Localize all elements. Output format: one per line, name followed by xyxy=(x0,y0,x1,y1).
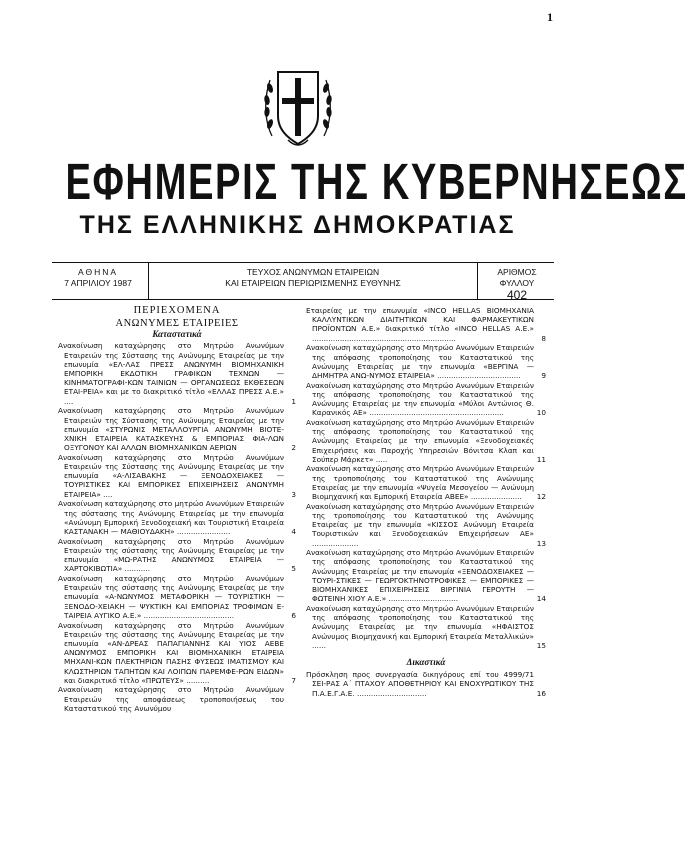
contents-heading: ΠΕΡΙΕΧΟΜΕΝΑ xyxy=(133,305,221,316)
entry-page-number: 5 xyxy=(291,564,296,574)
entry-text: Ανακοίνωση καταχώρησης στο Μητρώο Ανωνύμων Εταιρειών της αποφάσεως τροποποιήσεως του Καταστατικού της Ανωνύμου xyxy=(58,685,284,713)
entry-page-number: 16 xyxy=(536,688,546,698)
entry-text: Ανακοίνωση καταχώρησης στο Μητρώο Ανωνύμων Εταιρειών της απόφασης τροποποίησης του Καταστατικού της Ανώνυμης Εταιρείας με την επωνυμία «ΗΦΑΙΣΤΟΣ Ανώνυμος Βιομηχανική και Εμπορική Εταιρεία Μεταλλικών» ...... xyxy=(306,604,534,650)
entry-page-number: 9 xyxy=(541,370,546,380)
entry-page-number: 13 xyxy=(536,538,546,548)
contents-entry xyxy=(306,464,546,501)
entry-page-number: 2 xyxy=(291,443,296,453)
contents-entry xyxy=(58,621,296,685)
entry-text: Πρόσκληση προς συνεργασία δικηγόρους επί του 4999/71 ΣΕΙ-ΡΑΣ Α΄ ΠΤΑΧΟΥ ΑΠΟΘΕΤΗΡΙΟΥ ΚΑΙ ΕΝΟΧΥΡΩΤΙΚΟΥ ΤΗΣ Π.Α.Ε.Γ.Α.Ε. .............................. xyxy=(306,670,534,698)
contents-right-column xyxy=(306,306,546,698)
masthead xyxy=(0,153,688,239)
sheet-label: ΑΡΙΘΜΟΣ ΦΥΛΛΟΥ xyxy=(497,267,537,288)
entry-text: Ανακοίνωση καταχώρησης στο Μητρώο Ανωνύμων Εταιρειών της Σύστασης της Ανώνυμης Εταιρείας με την επωνυμία «ΣΤΥΡΩΝΙΣ ΜΕΤΑΛΛΟΥΡΓΙΑ ΑΝΩΝΥΜΗ ΒΙΟΤΕ-ΧΝΙΚΗ ΕΤΑΙΡΕΙΑ ΚΑΤΑΣΚΕΥΗΣ & ΕΜΠΟΡΙΑΣ ΦΙΑ-ΛΩΝ ΟΞΥΓΟΝΟΥ ΚΑΙ ΑΛΛΩΝ ΒΙΟΜΗΧΑΝΙΚΩΝ ΑΕΡΙΩΝ xyxy=(58,406,284,453)
entry-text: Ανακοίνωση καταχώρησης στο Μητρώο Ανωνύμων Εταιρειών της απόφασης τροποποίησης του Καταστατικού της Ανώνυμης Εταιρείας με την επωνυμία «Μύλοι Αντώνιος Θ. Καρανικός ΑΕ» .......................................................... xyxy=(306,380,534,418)
series-line-1: ΤΕΥΧΟΣ ΑΝΩΝΥΜΩΝ ΕΤΑΙΡΕΙΩΝ xyxy=(246,267,380,277)
contents-left-column xyxy=(58,306,296,714)
greek-coat-of-arms-emblem xyxy=(262,58,334,152)
issue-header xyxy=(52,262,554,300)
entry-page-number: 6 xyxy=(291,610,296,620)
entry-page-number: 14 xyxy=(536,594,546,604)
contents-entry xyxy=(306,381,546,418)
contents-entry xyxy=(58,341,296,405)
entry-text: Ανακοίνωση καταχώρησης στο Μητρώο Ανωνύμων Εταιρειών της απόφασης τροποποίησης του Καταστατικού της Ανώνυμης Εταιρείας με την επωνυμία «ΒΕΡΓΙΝΑ — ΔΗΜΗΤΡΑ ΑΝΩ-ΝΥΜΟΣ ΕΤΑΙΡΕΙΑ» .................................... xyxy=(306,343,534,380)
entry-text: Ανακοίνωση καταχώρησης στο Μητρώο Ανωνύμων Εταιρειών της απόφασης τροποποίησης του Καταστατικού της Ανώνυμης Εταιρείας με την επωνυμία «Ξενοδοχειακές Επιχειρήσεις και Παροχής Υπηρεσιών Βόνιτσα Κλαπ και Σούπερ Μάρκετ» ..... xyxy=(306,417,534,464)
section-subtitle-legal: Δικαστικά xyxy=(406,657,446,668)
contents-entry xyxy=(58,537,296,574)
entry-text: Ανακοίνωση καταχώρησης στο Μητρώο Ανωνύμων Εταιρειών της Σύστασης της Ανώνυμης Εταιρείας με την επωνυμία «Α-ΛΙΣΑΒΑΚΗΣ — ΞΕΝΟΔΟΧΕΙΑΚΕΣ — ΤΟΥΡΙΣΤΙΚΕΣ ΚΑΙ ΕΜΠΟΡΙΚΕΣ ΕΠΙΧΕΙΡΗΣΕΙΣ ΑΝΩΝΥΜΗ ΕΤΑΙΡΕΙΑ» .... xyxy=(58,452,284,499)
contents-entry xyxy=(306,670,546,698)
entry-text: Ανακοίνωση καταχώρησης στο Μητρώο Ανωνύμων Εταιρειών της απόφασης τροποποίησης του Καταστατικού της Ανώνυμης Εταιρείας με την επωνυμία «ΞΕΝΟΔΟΧΕΙΑΚΕΣ — ΤΟΥΡΙ-ΣΤΙΚΕΣ — ΓΕΩΡΓΟΚΤΗΝΟΤΡΟΦΙΚΕΣ — ΕΜΠΟΡΙΚΕΣ — ΒΙΟΜΗΧΑΝΙΚΕΣ ΕΠΙΧΕΙΡΗΣΕΙΣ ΒΙΡΓΙΝΙΑ ΓΕΡΟΥΤΗ — ΦΩΤΕΙΝΗ ΧΙΟΥ Α.Ε.» .............................. xyxy=(306,548,534,604)
contents-entry xyxy=(306,548,546,603)
entry-text: Εταιρείας με την επωνυμία «INCO HELLAS ΒΙΟΜΗΧΑΝΙΑ ΚΑΛΛΥΝΤΙΚΩΝ ΔΙΑΙΤΗΤΙΚΩΝ ΚΑΙ ΦΑΡΜΑΚΕΥΤΙΚΩΝ ΠΡΟΪΟΝΤΩΝ Α.Ε.» διακριτικό τίτλο «INCO HELLAS Α.Ε.» .............................................................. xyxy=(306,306,534,343)
contents-entry xyxy=(306,306,546,343)
contents-entry xyxy=(306,343,546,380)
entry-text: Ανακοίνωση καταχώρησης στο Μητρώο Ανωνύμων Εταιρειών της Σύστασης της Ανώνυμης Εταιρείας με την επωνυμία «ΕΛ-ΛΑΣ ΠΡΕΣΣ ΑΝΩΝΥΜΗ ΒΙΟΜΗΧΑΝΙΚΗ ΕΜΠΟΡΙΚΗ ΕΚΔΟΤΙΚΗ ΓΡΑΦΙΚΩΝ ΤΕΧΝΩΝ — ΚΙΝΗΜΑΤΟΓΡΑΦΙ-ΚΩΝ ΤΑΙΝΙΩΝ — ΟΡΓΑΝΩΣΕΩΣ ΕΚΘΕΣΕΩΝ ΕΤΑΙ-ΡΕΙΑ» και με το διακριτικό τίτλο «ΕΛΛΑΣ ΠΡΕΣΣ Α.Ε.» .... xyxy=(58,341,284,406)
legal-entry-list xyxy=(306,670,546,698)
issue-date: 7 ΑΠΡΙΛΙΟΥ 1987 xyxy=(64,278,132,288)
entry-page-number: 11 xyxy=(536,454,546,464)
section-subtitle-statutes: Καταστατικά xyxy=(152,329,202,340)
series-line-2: ΚΑΙ ΕΤΑΙΡΕΙΩΝ ΠΕΡΙΩΡΙΣΜΕΝΗΣ ΕΥΘΥΝΗΣ xyxy=(225,278,401,288)
entry-text: Ανακοίνωση καταχώρησης στο Μητρώο Ανωνύμων Εταιρειών της σύστασης της Ανώνυμης Εταιρείας με την επωνυμία «ΜΩ-ΡΑΤΗΣ ΑΝΩΝΥΜΟΣ ΕΤΑΙΡΕΙΑ — ΧΑΡΤΟΚΙΒΩΤΙΑ» ........... xyxy=(58,536,284,574)
entry-page-number: 1 xyxy=(291,396,296,406)
contents-entry xyxy=(306,604,546,650)
entry-page-number: 8 xyxy=(541,333,546,343)
contents-entry xyxy=(58,685,296,713)
left-entry-list xyxy=(58,341,296,713)
contents-entry xyxy=(306,418,546,464)
entry-page-number: 15 xyxy=(536,640,546,650)
entry-text: Ανακοίνωση καταχώρησης στο Μητρώο Ανωνύμων Εταιρειών της τροποποίησης του Καταστατικού της Ανώνυμης Εταιρείας με την επωνυμία «ΚΙΣΣΟΣ Ανώνυμη Εταιρεία Τουριστικών και Ξενοδοχειακών Επιχειρήσεων ΑΕ» .................... xyxy=(306,501,534,548)
issue-city: ΑΘΗΝΑ xyxy=(77,267,119,277)
page-number: 1 xyxy=(547,10,553,24)
gazette-title: ΕΦΗΜΕΡΙΣ ΤΗΣ ΚΥΒΕΡΝΗΣΕΩΣ xyxy=(65,153,688,211)
contents-entry xyxy=(58,453,296,499)
section-title-companies: ΑΝΩΝΥΜΕΣ ΕΤΑΙΡΕΙΕΣ xyxy=(115,318,239,330)
entry-text: Ανακοίνωση καταχώρησης στο μητρώο Ανωνύμων Εταιρειών της σύστασης της Ανώνυμης Εταιρείας με την επωνυμία «Ανώνυμη Εμπορική Ξενοδοχειακή και Τουριστική Εταιρεία ΚΑΣΤΑΝΑΚΗ — ΜΑΘΙΟΥΔΑΚΗ» ....................... xyxy=(58,499,284,536)
contents-entry xyxy=(58,499,296,536)
issue-sheet xyxy=(480,267,554,301)
issue-series xyxy=(148,263,478,299)
entry-page-number: 7 xyxy=(291,675,296,685)
right-entry-list xyxy=(306,306,546,650)
contents-entry xyxy=(306,502,546,548)
entry-page-number: 3 xyxy=(291,489,296,499)
entry-page-number: 12 xyxy=(536,492,546,502)
entry-text: Ανακοίνωση καταχώρησης στο Μητρώο Ανωνύμων Εταιρειών της σύστασης της Ανώνυμης Εταιρείας με την επωνυμία «ΑΝ-ΔΡΕΑΣ ΠΑΠΑΓΙΑΝΝΗΣ ΚΑΙ ΥΙΟΣ ΑΕΒΕ ΑΝΩΝΥΜΟΣ ΕΜΠΟΡΙΚΗ ΚΑΙ ΒΙΟΜΗΧΑΝΙΚΗ ΕΤΑΙΡΕΙΑ ΜΗΧΑΝΙ-ΚΩΝ ΠΛΕΚΤΗΡΙΩΝ ΠΑΣΗΣ ΦΥΣΕΩΣ ΙΜΑΤΙΣΜΟΥ ΚΑΙ ΚΛΩΣΤΗΡΙΩΝ ΤΑΠΗΤΩΝ ΚΑΙ ΛΟΙΠΩΝ ΠΑΡΕΜΦΕ-ΡΩΝ ΕΙΔΩΝ» και διακριτικό τίτλο «ΠΡΩΤΕΥΣ» .......... xyxy=(58,620,284,685)
entry-text: Ανακοίνωση καταχώρησης στο Μητρώο Ανωνύμων Εταιρειών της τροποποίησης του Καταστατικού της Ανώνυμης Εταιρείας με την επωνυμία «Ψυγεία Μεσογείου — Ανώνυμη Βιομηχανική και Εμπορική Εταιρεία ΑΒΕΕ» ...................... xyxy=(306,464,534,502)
entry-page-number: 10 xyxy=(536,408,546,418)
entry-page-number: 4 xyxy=(291,526,296,536)
contents-entry xyxy=(58,574,296,620)
gazette-subtitle: ΤΗΣ ΕΛΛΗΝΙΚΗΣ ΔΗΜΟΚΡΑΤΙΑΣ xyxy=(79,211,516,239)
entry-text: Ανακοίνωση καταχώρησης στο Μητρώο Ανωνύμων Εταιρειών της σύστασης της Ανώνυμης Εταιρείας με την επωνυμία «Α-ΝΩΝΥΜΟΣ ΜΕΤΑΦΟΡΙΚΗ — ΤΟΥΡΙΣΤΙΚΗ — ΞΕΝΟΔΟ-ΧΕΙΑΚΗ — ΨΥΚΤΙΚΗ ΚΑΙ ΕΜΠΟΡΙΑΣ ΤΡΟΦΙΜΩΝ Ε-ΤΑΙΡΕΙΑ ΑΥΓΙΚΟ Α.Ε.» ....................................... xyxy=(58,573,284,620)
sheet-number: 402 xyxy=(506,288,528,302)
contents-entry xyxy=(58,406,296,452)
issue-place-date xyxy=(52,267,144,289)
